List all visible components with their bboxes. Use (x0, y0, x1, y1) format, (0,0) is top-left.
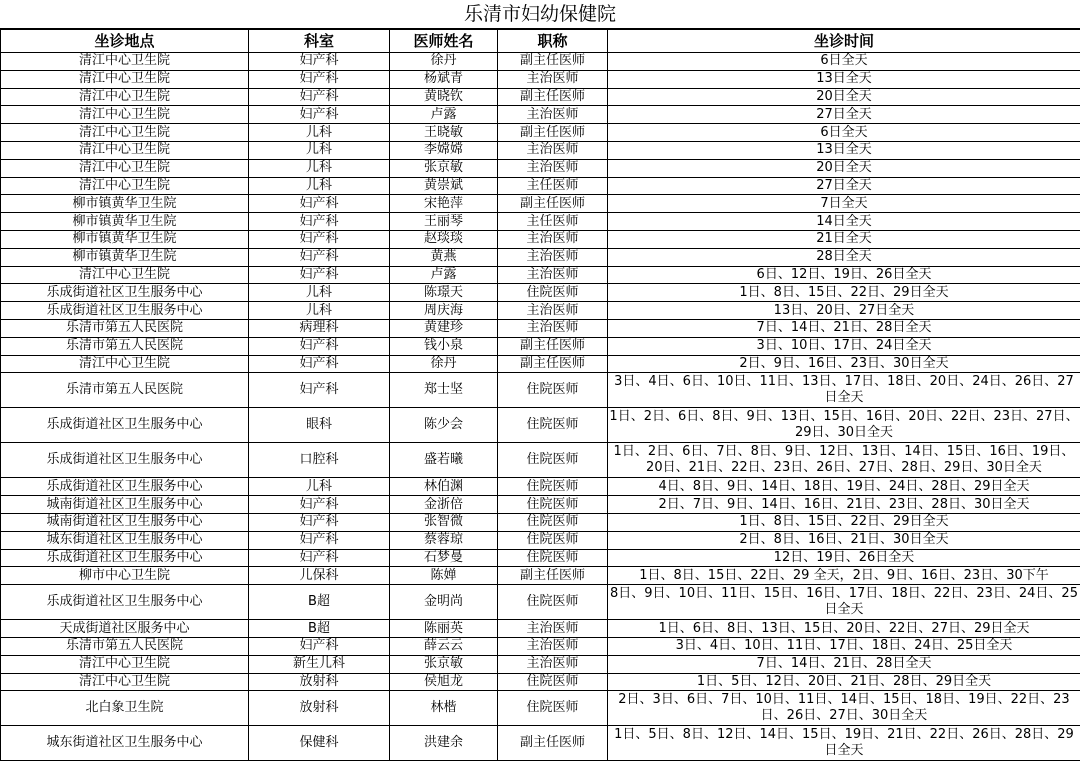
department-cell: 儿保科 (249, 567, 390, 585)
rank-cell: 主治医师 (498, 230, 608, 248)
location-cell: 清江中心卫生院 (1, 355, 249, 373)
location-cell: 柳市镇黄华卫生院 (1, 248, 249, 266)
location-cell: 乐清市第五人民医院 (1, 337, 249, 355)
table-row (1, 478, 1080, 496)
department-cell: 妇产科 (249, 496, 390, 514)
location-cell: 乐成街道社区卫生服务中心 (1, 443, 249, 478)
time-cell: 28日全天 (608, 248, 1080, 266)
doctor-cell: 张京敏 (390, 159, 498, 177)
location-cell: 柳市中心卫生院 (1, 567, 249, 585)
department-cell: 妇产科 (249, 248, 390, 266)
table-row (1, 266, 1080, 284)
time-cell: 7日全天 (608, 195, 1080, 213)
table-row (1, 141, 1080, 159)
rank-cell: 住院医师 (498, 284, 608, 302)
location-cell: 乐成街道社区卫生服务中心 (1, 549, 249, 567)
time-cell: 1日、5日、8日、12日、14日、15日、19日、21日、22日、26日、28日、29日全天 (608, 726, 1080, 761)
time-cell: 27日全天 (608, 177, 1080, 195)
header-doctor: 医师姓名 (390, 30, 498, 53)
time-cell: 2日、8日、16日、21日、30日全天 (608, 531, 1080, 549)
location-cell: 柳市镇黄华卫生院 (1, 213, 249, 231)
table-row (1, 337, 1080, 355)
department-cell: B超 (249, 620, 390, 638)
doctor-cell: 钱小泉 (390, 337, 498, 355)
location-cell: 柳市镇黄华卫生院 (1, 195, 249, 213)
doctor-cell: 侯旭龙 (390, 673, 498, 691)
rank-cell: 主治医师 (498, 319, 608, 337)
department-cell: 妇产科 (249, 88, 390, 106)
doctor-cell: 王晓敏 (390, 124, 498, 142)
rank-cell: 住院医师 (498, 408, 608, 443)
department-cell: 妇产科 (249, 373, 390, 408)
table-row (1, 655, 1080, 673)
location-cell: 乐成街道社区卫生服务中心 (1, 478, 249, 496)
time-cell: 13日、20日、27日全天 (608, 302, 1080, 320)
rank-cell: 副主任医师 (498, 88, 608, 106)
rank-cell: 主治医师 (498, 106, 608, 124)
department-cell: 儿科 (249, 124, 390, 142)
department-cell: 妇产科 (249, 53, 390, 71)
time-cell: 4日、8日、9日、14日、18日、19日、24日、28日、29日全天 (608, 478, 1080, 496)
table-row (1, 124, 1080, 142)
table-row (1, 177, 1080, 195)
time-cell: 2日、7日、9日、14日、16日、21日、23日、28日、30日全天 (608, 496, 1080, 514)
time-cell: 27日全天 (608, 106, 1080, 124)
doctor-cell: 盛若曦 (390, 443, 498, 478)
table-row (1, 408, 1080, 443)
table-row (1, 443, 1080, 478)
doctor-cell: 卢露 (390, 266, 498, 284)
table-row (1, 213, 1080, 231)
time-cell: 7日、14日、21日、28日全天 (608, 655, 1080, 673)
department-cell: 妇产科 (249, 337, 390, 355)
location-cell: 清江中心卫生院 (1, 177, 249, 195)
rank-cell: 主治医师 (498, 620, 608, 638)
rank-cell: 副主任医师 (498, 53, 608, 71)
table-row (1, 673, 1080, 691)
time-cell: 6日全天 (608, 124, 1080, 142)
table-row (1, 106, 1080, 124)
location-cell: 城东街道社区卫生服务中心 (1, 726, 249, 761)
rank-cell: 主治医师 (498, 248, 608, 266)
doctor-cell: 黄燕 (390, 248, 498, 266)
doctor-cell: 卢露 (390, 106, 498, 124)
department-cell: 妇产科 (249, 355, 390, 373)
location-cell: 乐成街道社区卫生服务中心 (1, 284, 249, 302)
location-cell: 乐清市第五人民医院 (1, 637, 249, 655)
rank-cell: 住院医师 (498, 513, 608, 531)
department-cell: 妇产科 (249, 213, 390, 231)
time-cell: 21日全天 (608, 230, 1080, 248)
location-cell: 清江中心卫生院 (1, 106, 249, 124)
rank-cell: 主治医师 (498, 302, 608, 320)
table-body (1, 53, 1080, 761)
doctor-cell: 黄建珍 (390, 319, 498, 337)
table-row (1, 531, 1080, 549)
table-row (1, 230, 1080, 248)
department-cell: 儿科 (249, 141, 390, 159)
doctor-cell: 张智微 (390, 513, 498, 531)
rank-cell: 主任医师 (498, 213, 608, 231)
table-row (1, 159, 1080, 177)
time-cell: 6日全天 (608, 53, 1080, 71)
time-cell: 2日、3日、6日、7日、10日、11日、14日、15日、18日、19日、22日、23日、26日、27日、30日全天 (608, 691, 1080, 726)
header-location: 坐诊地点 (1, 30, 249, 53)
rank-cell: 主治医师 (498, 655, 608, 673)
header-time: 坐诊时间 (608, 30, 1080, 53)
rank-cell: 住院医师 (498, 373, 608, 408)
table-row (1, 567, 1080, 585)
department-cell: 妇产科 (249, 195, 390, 213)
table-row (1, 355, 1080, 373)
department-cell: 妇产科 (249, 106, 390, 124)
schedule-table (0, 29, 1080, 761)
time-cell: 3日、4日、6日、10日、11日、13日、17日、18日、20日、24日、26日、27日全天 (608, 373, 1080, 408)
location-cell: 乐成街道社区卫生服务中心 (1, 408, 249, 443)
table-row (1, 496, 1080, 514)
department-cell: 儿科 (249, 302, 390, 320)
location-cell: 清江中心卫生院 (1, 70, 249, 88)
doctor-cell: 石梦曼 (390, 549, 498, 567)
table-row (1, 373, 1080, 408)
rank-cell: 住院医师 (498, 531, 608, 549)
location-cell: 乐成街道社区卫生服务中心 (1, 302, 249, 320)
location-cell: 清江中心卫生院 (1, 141, 249, 159)
doctor-cell: 金浙倍 (390, 496, 498, 514)
rank-cell: 住院医师 (498, 549, 608, 567)
department-cell: 儿科 (249, 478, 390, 496)
sheet-title: 乐清市妇幼保健院 (0, 0, 1080, 29)
department-cell: 妇产科 (249, 549, 390, 567)
table-row (1, 319, 1080, 337)
doctor-cell: 周庆海 (390, 302, 498, 320)
doctor-cell: 黄晓钦 (390, 88, 498, 106)
doctor-cell: 张京敏 (390, 655, 498, 673)
time-cell: 1日、8日、15日、22日、29 全天，2日、9日、16日、23日、30下午 (608, 567, 1080, 585)
department-cell: 眼科 (249, 408, 390, 443)
location-cell: 乐成街道社区卫生服务中心 (1, 585, 249, 620)
rank-cell: 住院医师 (498, 585, 608, 620)
doctor-cell: 徐丹 (390, 355, 498, 373)
header-rank: 职称 (498, 30, 608, 53)
rank-cell: 主治医师 (498, 159, 608, 177)
time-cell: 13日全天 (608, 141, 1080, 159)
table-row (1, 70, 1080, 88)
location-cell: 北白象卫生院 (1, 691, 249, 726)
time-cell: 3日、4日、10日、11日、17日、18日、24日、25日全天 (608, 637, 1080, 655)
doctor-cell: 陈婵 (390, 567, 498, 585)
department-cell: 儿科 (249, 177, 390, 195)
time-cell: 13日全天 (608, 70, 1080, 88)
department-cell: 放射科 (249, 673, 390, 691)
doctor-cell: 陈璟天 (390, 284, 498, 302)
time-cell: 20日全天 (608, 159, 1080, 177)
doctor-cell: 蔡蓉琼 (390, 531, 498, 549)
doctor-cell: 林伯渊 (390, 478, 498, 496)
table-row (1, 88, 1080, 106)
table-row (1, 53, 1080, 71)
location-cell: 天成街道社区服务中心 (1, 620, 249, 638)
doctor-cell: 洪建余 (390, 726, 498, 761)
time-cell: 1日、5日、12日、20日、21日、28日、29日全天 (608, 673, 1080, 691)
doctor-cell: 宋艳萍 (390, 195, 498, 213)
doctor-cell: 赵琰琰 (390, 230, 498, 248)
table-row (1, 549, 1080, 567)
rank-cell: 副主任医师 (498, 124, 608, 142)
table-row (1, 691, 1080, 726)
table-row (1, 284, 1080, 302)
department-cell: 妇产科 (249, 230, 390, 248)
time-cell: 8日、9日、10日、11日、15日、16日、17日、18日、22日、23日、24日、25日全天 (608, 585, 1080, 620)
doctor-cell: 黄崇斌 (390, 177, 498, 195)
location-cell: 清江中心卫生院 (1, 159, 249, 177)
location-cell: 清江中心卫生院 (1, 53, 249, 71)
rank-cell: 主治医师 (498, 266, 608, 284)
department-cell: 妇产科 (249, 637, 390, 655)
location-cell: 城南街道社区卫生服务中心 (1, 513, 249, 531)
location-cell: 清江中心卫生院 (1, 88, 249, 106)
time-cell: 1日、2日、6日、8日、9日、13日、15日、16日、20日、22日、23日、27日、29日、30日全天 (608, 408, 1080, 443)
time-cell: 3日、10日、17日、24日全天 (608, 337, 1080, 355)
rank-cell: 住院医师 (498, 478, 608, 496)
doctor-cell: 徐丹 (390, 53, 498, 71)
time-cell: 1日、6日、8日、13日、15日、20日、22日、27日、29日全天 (608, 620, 1080, 638)
department-cell: 保健科 (249, 726, 390, 761)
department-cell: 新生儿科 (249, 655, 390, 673)
department-cell: 妇产科 (249, 513, 390, 531)
department-cell: 口腔科 (249, 443, 390, 478)
doctor-cell: 李嫦嫦 (390, 141, 498, 159)
rank-cell: 住院医师 (498, 443, 608, 478)
location-cell: 城南街道社区卫生服务中心 (1, 496, 249, 514)
rank-cell: 副主任医师 (498, 195, 608, 213)
table-row (1, 637, 1080, 655)
doctor-cell: 薛云云 (390, 637, 498, 655)
table-row (1, 248, 1080, 266)
table-row (1, 195, 1080, 213)
table-row (1, 620, 1080, 638)
doctor-cell: 郑士坚 (390, 373, 498, 408)
location-cell: 清江中心卫生院 (1, 673, 249, 691)
rank-cell: 主治医师 (498, 141, 608, 159)
doctor-cell: 金明尚 (390, 585, 498, 620)
department-cell: 妇产科 (249, 70, 390, 88)
location-cell: 清江中心卫生院 (1, 266, 249, 284)
doctor-cell: 杨斌青 (390, 70, 498, 88)
location-cell: 乐清市第五人民医院 (1, 319, 249, 337)
doctor-cell: 林楷 (390, 691, 498, 726)
department-cell: 病理科 (249, 319, 390, 337)
rank-cell: 副主任医师 (498, 567, 608, 585)
time-cell: 7日、14日、21日、28日全天 (608, 319, 1080, 337)
department-cell: 妇产科 (249, 531, 390, 549)
time-cell: 12日、19日、26日全天 (608, 549, 1080, 567)
table-row (1, 302, 1080, 320)
rank-cell: 住院医师 (498, 673, 608, 691)
table-row (1, 513, 1080, 531)
header-row (1, 30, 1080, 53)
department-cell: 儿科 (249, 284, 390, 302)
location-cell: 城东街道社区卫生服务中心 (1, 531, 249, 549)
time-cell: 1日、8日、15日、22日、29日全天 (608, 284, 1080, 302)
header-department: 科室 (249, 30, 390, 53)
rank-cell: 副主任医师 (498, 337, 608, 355)
rank-cell: 主治医师 (498, 637, 608, 655)
time-cell: 1日、2日、6日、7日、8日、9日、12日、13日、14日、15日、16日、19日、20日、21日、22日、23日、26日、27日、28日、29日、30日全天 (608, 443, 1080, 478)
time-cell: 6日、12日、19日、26日全天 (608, 266, 1080, 284)
location-cell: 乐清市第五人民医院 (1, 373, 249, 408)
time-cell: 14日全天 (608, 213, 1080, 231)
rank-cell: 主治医师 (498, 70, 608, 88)
location-cell: 柳市镇黄华卫生院 (1, 230, 249, 248)
doctor-cell: 王丽琴 (390, 213, 498, 231)
doctor-cell: 陈少会 (390, 408, 498, 443)
rank-cell: 住院医师 (498, 691, 608, 726)
rank-cell: 副主任医师 (498, 726, 608, 761)
rank-cell: 主任医师 (498, 177, 608, 195)
doctor-cell: 陈丽英 (390, 620, 498, 638)
table-row (1, 585, 1080, 620)
location-cell: 清江中心卫生院 (1, 124, 249, 142)
rank-cell: 副主任医师 (498, 355, 608, 373)
time-cell: 2日、9日、16日、23日、30日全天 (608, 355, 1080, 373)
time-cell: 1日、8日、15日、22日、29日全天 (608, 513, 1080, 531)
department-cell: 妇产科 (249, 266, 390, 284)
location-cell: 清江中心卫生院 (1, 655, 249, 673)
time-cell: 20日全天 (608, 88, 1080, 106)
department-cell: B超 (249, 585, 390, 620)
department-cell: 放射科 (249, 691, 390, 726)
department-cell: 儿科 (249, 159, 390, 177)
rank-cell: 住院医师 (498, 496, 608, 514)
